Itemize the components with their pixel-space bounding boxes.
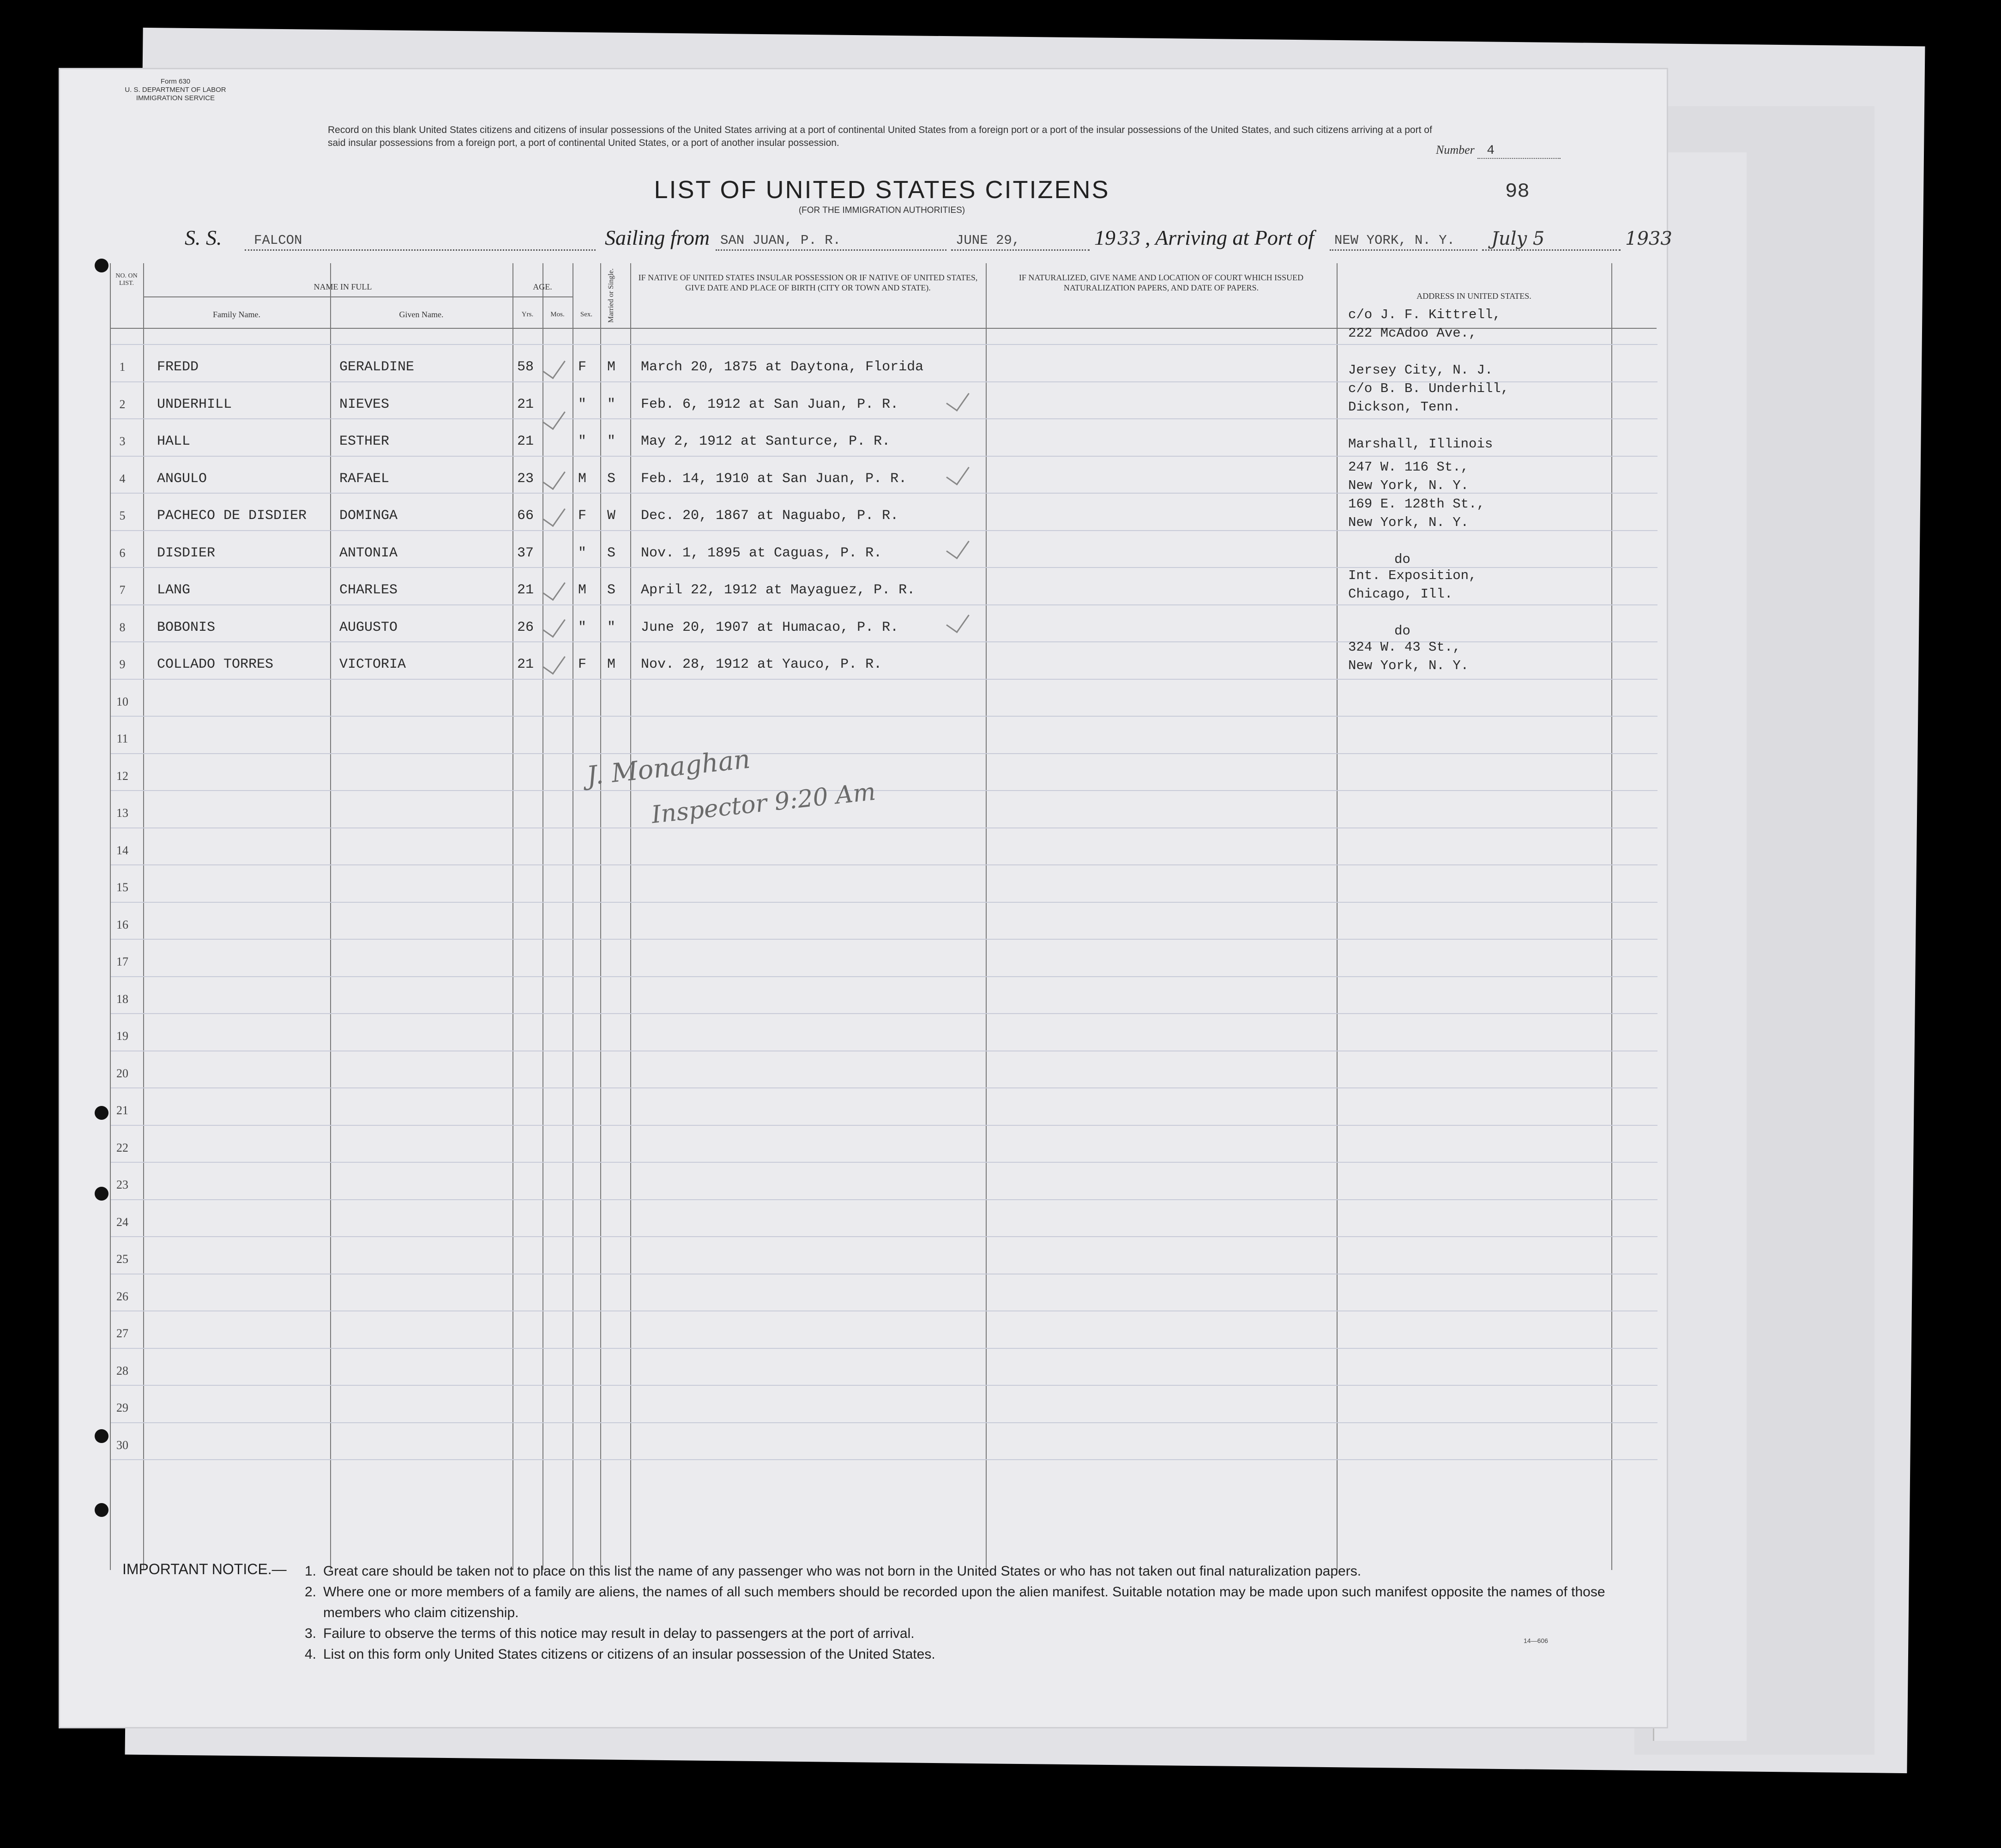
- notice-item: 4. List on this form only United States citizens or citizens of an insular possession of the United States.: [305, 1647, 935, 1662]
- sex-cell: F: [578, 657, 587, 672]
- row-number: 11: [116, 732, 128, 745]
- row-number: 3: [119, 435, 126, 448]
- marital-status-cell: M: [607, 657, 616, 672]
- row-number: 8: [119, 620, 126, 634]
- birth-info-cell: March 20, 1875 at Daytona, Florida: [641, 359, 924, 375]
- form-identifier: [115, 78, 235, 103]
- given-name-cell: CHARLES: [339, 582, 398, 598]
- notice-item: 2. Where one or more members of a family are aliens, the names of all such members should be recorded upon the alien manifest. Suitable notation may be made upon such manifest opposite the names of those members who claim citizenship.: [305, 1584, 1605, 1620]
- col-header-family: Family Name.: [213, 310, 260, 319]
- birth-info-cell: Nov. 1, 1895 at Caguas, P. R.: [641, 545, 882, 561]
- row-number: 7: [119, 583, 126, 597]
- age-cell: 21: [517, 434, 534, 449]
- row-number: 19: [116, 1029, 128, 1043]
- col-header-no: NO. ON LIST.: [115, 272, 138, 287]
- row-number: 20: [116, 1066, 128, 1080]
- sex-cell: ": [578, 545, 587, 561]
- page-subtitle: (FOR THE IMMIGRATION AUTHORITIES): [798, 205, 965, 215]
- row-number: 18: [116, 992, 128, 1006]
- notice-item: 1. Great care should be taken not to place on this list the name of any passenger who was not born in the United States or who has not taken out final naturalization papers.: [305, 1564, 1362, 1579]
- sex-cell: F: [578, 359, 587, 375]
- family-name-cell: LANG: [157, 582, 191, 598]
- marital-status-cell: ": [607, 434, 616, 449]
- form-number: Form 630: [160, 78, 191, 85]
- col-header-sex: Sex.: [580, 311, 593, 318]
- marital-status-cell: S: [607, 582, 616, 598]
- given-name-cell: RAFAEL: [339, 471, 390, 487]
- form-instructions: Record on this blank United States citizens and citizens of insular possessions of the United States arriving at a port of continental United States from a foreign port or a port of the insular possessions of the United States, and such citizens arriving at a port of said insular possessions from a foreign port, a port of continental United States, or a port of another insular possession.: [328, 125, 1432, 148]
- row-number: 29: [116, 1401, 128, 1414]
- col-header-naturalized: IF NATURALIZED, GIVE NAME AND LOCATION OF COURT WHICH ISSUED NATURALIZATION PAPERS, AND DATE OF PAPERS.: [1019, 273, 1304, 292]
- row-number: 24: [116, 1215, 128, 1229]
- given-name-cell: GERALDINE: [339, 359, 415, 375]
- age-cell: 58: [517, 359, 534, 375]
- address-line: do: [1394, 552, 1410, 567]
- row-number: 21: [116, 1104, 128, 1117]
- family-name-cell: BOBONIS: [157, 619, 216, 635]
- birth-info-cell: Feb. 6, 1912 at San Juan, P. R.: [641, 396, 899, 412]
- sex-cell: F: [578, 508, 587, 524]
- family-name-cell: PACHECO DE DISDIER: [157, 508, 307, 524]
- arriving-label: , Arriving at Port of: [1145, 226, 1314, 249]
- row-number: 14: [116, 843, 128, 857]
- given-name-cell: ESTHER: [339, 434, 390, 449]
- marital-status-cell: S: [607, 545, 616, 561]
- row-number: 2: [119, 397, 126, 411]
- row-number: 23: [116, 1178, 128, 1191]
- birth-info-cell: June 20, 1907 at Humacao, P. R.: [641, 619, 899, 635]
- given-name-cell: ANTONIA: [339, 545, 398, 561]
- row-number: 10: [116, 695, 128, 708]
- given-name-cell: DOMINGA: [339, 508, 398, 524]
- inspector-note: Inspector 9:20 Am: [650, 778, 877, 829]
- row-number: 27: [116, 1327, 128, 1340]
- address-line: Jersey City, N. J.: [1348, 362, 1493, 378]
- col-header-name: NAME IN FULL: [313, 282, 372, 291]
- family-name-cell: HALL: [157, 434, 191, 449]
- age-cell: 37: [517, 545, 534, 561]
- row-number: 26: [116, 1289, 128, 1303]
- family-name-cell: DISDIER: [157, 545, 216, 561]
- birth-info-cell: April 22, 1912 at Mayaguez, P. R.: [641, 582, 916, 598]
- age-cell: 21: [517, 657, 534, 672]
- row-number: 22: [116, 1141, 128, 1154]
- address-line: 222 McAdoo Ave.,: [1348, 326, 1477, 341]
- row-number: 28: [116, 1364, 128, 1377]
- row-number: 9: [119, 658, 126, 671]
- age-cell: 23: [517, 471, 534, 487]
- row-number: 16: [116, 918, 128, 931]
- marital-status-cell: ": [607, 619, 616, 635]
- family-name-cell: UNDERHILL: [157, 396, 232, 412]
- birth-info-cell: Feb. 14, 1910 at San Juan, P. R.: [641, 471, 907, 487]
- list-number: [1436, 143, 1561, 159]
- row-number: 1: [119, 360, 126, 374]
- row-number: 17: [116, 955, 128, 968]
- sailing-from-label: Sailing from: [605, 226, 710, 249]
- address-line: 324 W. 43 St.,: [1348, 640, 1461, 655]
- passenger-table: [60, 263, 1667, 1570]
- binder-hole: [95, 1429, 108, 1443]
- col-header-marital: Married or Single.: [607, 268, 615, 323]
- inspector-signature: J. Monaghan: [585, 744, 752, 791]
- row-number: 25: [116, 1252, 128, 1266]
- notice-title: IMPORTANT NOTICE.—: [122, 1561, 287, 1577]
- address-line: c/o B. B. Underhill,: [1348, 381, 1509, 396]
- ship-name: FALCON: [254, 233, 302, 248]
- birth-info-cell: May 2, 1912 at Santurce, P. R.: [641, 434, 891, 449]
- date-from: JUNE 29,: [956, 233, 1020, 248]
- notice-list: [305, 1561, 1653, 1665]
- given-name-cell: NIEVES: [339, 396, 390, 412]
- page-title: LIST OF UNITED STATES CITIZENS: [654, 176, 1110, 204]
- form-code: 14—606: [1524, 1637, 1548, 1644]
- row-number: 15: [116, 881, 128, 894]
- birth-info-cell: Dec. 20, 1867 at Naguabo, P. R.: [641, 508, 899, 524]
- sailing-line: [125, 225, 1672, 253]
- marital-status-cell: M: [607, 359, 616, 375]
- row-number: 4: [119, 471, 126, 485]
- family-name-cell: ANGULO: [157, 471, 207, 487]
- ss-label: S. S.: [185, 226, 222, 249]
- col-header-age: AGE.: [533, 282, 552, 291]
- age-cell: 66: [517, 508, 534, 524]
- row-number: 30: [116, 1438, 128, 1452]
- marital-status-cell: W: [607, 508, 616, 524]
- binder-hole: [95, 1187, 108, 1201]
- marital-status-cell: S: [607, 471, 616, 487]
- row-number: 5: [119, 509, 126, 522]
- col-header-mos: Mos.: [550, 311, 565, 318]
- birth-info-cell: Nov. 28, 1912 at Yauco, P. R.: [641, 657, 882, 672]
- address-line: 169 E. 128th St.,: [1348, 496, 1485, 512]
- address-line: New York, N. Y.: [1348, 478, 1469, 493]
- address-line: Dickson, Tenn.: [1348, 399, 1461, 415]
- service-name: IMMIGRATION SERVICE: [136, 94, 215, 102]
- family-name-cell: COLLADO TORRES: [157, 657, 274, 672]
- given-name-cell: AUGUSTO: [339, 619, 398, 635]
- manifest-page: [60, 69, 1672, 1727]
- sex-cell: M: [578, 582, 587, 598]
- address-line: Marshall, Illinois: [1348, 436, 1493, 452]
- col-header-yrs: Yrs.: [521, 311, 534, 318]
- sex-cell: ": [578, 619, 587, 635]
- background-sheet-edge: [1653, 152, 1747, 1741]
- sex-cell: M: [578, 471, 587, 487]
- list-number-value: 4: [1477, 144, 1561, 159]
- address-line: Int. Exposition,: [1348, 568, 1477, 583]
- year-from: 33: [1117, 228, 1141, 249]
- notice-item: 3. Failure to observe the terms of this notice may result in delay to passengers at the port of arrival.: [305, 1626, 915, 1641]
- age-cell: 21: [517, 582, 534, 598]
- department-name: U. S. DEPARTMENT OF LABOR: [125, 86, 226, 94]
- sex-cell: ": [578, 434, 587, 449]
- address-line: New York, N. Y.: [1348, 515, 1469, 530]
- row-number: 12: [116, 769, 128, 783]
- binder-hole: [95, 1503, 108, 1517]
- address-line: 247 W. 116 St.,: [1348, 459, 1469, 475]
- date-to: July 5: [1491, 228, 1545, 249]
- address-line: Chicago, Ill.: [1348, 586, 1453, 602]
- address-line: New York, N. Y.: [1348, 658, 1469, 673]
- binder-hole: [95, 259, 108, 272]
- row-number: 13: [116, 806, 128, 820]
- age-cell: 21: [517, 396, 534, 412]
- port-from: SAN JUAN, P. R.: [720, 233, 841, 248]
- list-number-label: Number: [1436, 143, 1475, 157]
- col-header-given: Given Name.: [399, 310, 444, 319]
- port-to: NEW YORK, N. Y.: [1334, 233, 1455, 248]
- age-cell: 26: [517, 619, 534, 635]
- marital-status-cell: ": [607, 396, 616, 412]
- year-to: 1933: [1625, 228, 1672, 249]
- page-number: 98: [1505, 180, 1530, 203]
- address-line: c/o J. F. Kittrell,: [1348, 307, 1501, 322]
- row-number: 6: [119, 546, 126, 560]
- given-name-cell: VICTORIA: [339, 657, 406, 672]
- sex-cell: ": [578, 396, 587, 412]
- address-line: do: [1394, 623, 1410, 639]
- col-header-birth: IF NATIVE OF UNITED STATES INSULAR POSSESSION OR IF NATIVE OF UNITED STATES, GIVE DATE AND PLACE OF BIRTH (CITY OR TOWN AND STATE).: [638, 273, 978, 292]
- col-header-address: ADDRESS IN UNITED STATES.: [1416, 291, 1531, 301]
- year-prefix: 19: [1094, 226, 1115, 249]
- binder-hole: [95, 1106, 108, 1120]
- family-name-cell: FREDD: [157, 359, 199, 375]
